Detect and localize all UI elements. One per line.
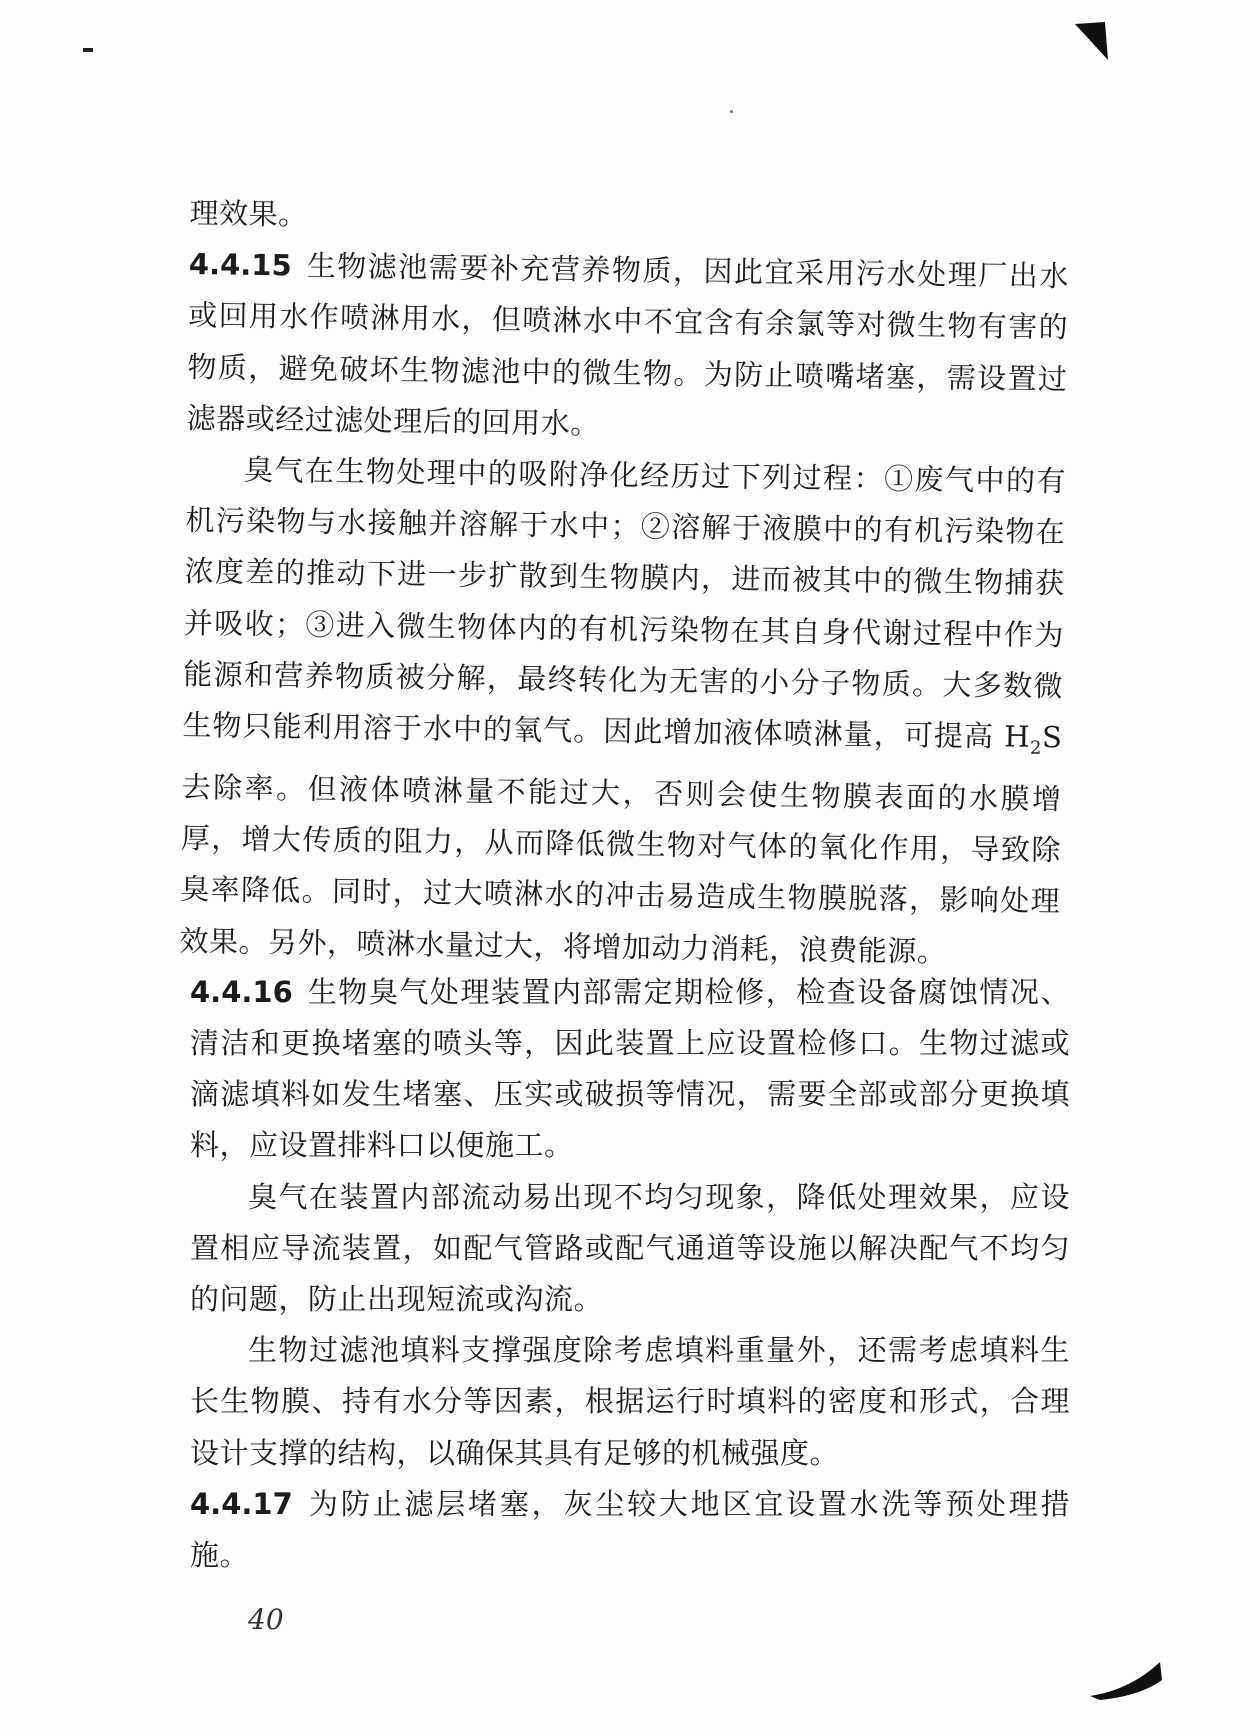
body-text — [179, 188, 1070, 1581]
clause-number: 4.4.17 — [190, 1486, 293, 1521]
clause-4-4-15 — [186, 239, 1069, 456]
page-number: 40 — [248, 1603, 284, 1636]
paragraph-continuation: 理效果。 — [189, 195, 308, 232]
clause-4-4-15-paragraph-2: 臭气在生物处理中的吸附净化经历过下列过程：①废气中的有机污染物与水接触并溶解于水中；②溶解于液膜中的有机污染物在浓度差的推动下进一步扩散到生物膜内，进而被其中的微生物捕获并吸收；③进入微生物体内的有机污染物在其自身代谢过程中作为能源和营养物质被分解，最终转化为无害的小分子物质。大多数微生物只能利用溶于水中的氧气。因此增加液体喷淋量，可提高 $H_2S$ 去除率。但液体喷淋量不能过大，否则会使生物膜表面的水膜增厚，增大传质的阻力，从而降低微生物对气体的氧化作用，导致除臭率降低。同时，过大喷淋水的冲击易造成生物膜脱落，影响处理效果。另外，喷淋水量过大，将增加动力消耗，浪费能源。 — [179, 452, 1067, 969]
scan-mark-top-left — [83, 48, 93, 52]
page-corner-shadow-bottom-right — [1090, 1650, 1170, 1700]
clause-4-4-16-paragraph-3: 生物过滤池填料支撑强度除考虑填料重量外，还需考虑填料生长生物膜、持有水分等因素，根据运行时填料的密度和形式，合理设计支撑的结构，以确保其具有足够的机械强度。 — [190, 1333, 1070, 1470]
clause-4-4-17 — [190, 1479, 1070, 1581]
clause-number: 4.4.15 — [188, 247, 292, 283]
clause-number: 4.4.16 — [190, 974, 293, 1009]
scan-speck — [730, 110, 733, 113]
clause-text: 生物滤池需要补充营养物质，因此宜采用污水处理厂出水或回用水作喷淋用水，但喷淋水中不宜含有余氯等对微生物有害的物质，避免破坏生物滤池中的微生物。为防止喷嘴堵塞，需设置过滤器或经过滤处理后的回用水。 — [186, 248, 1070, 441]
clause-text: 为防止滤层堵塞，灰尘较大地区宜设置水洗等预处理措施。 — [190, 1486, 1070, 1573]
page-corner-shadow-top-right — [1075, 20, 1135, 70]
clause-4-4-16-paragraph-2: 臭气在装置内部流动易出现不均匀现象，降低处理效果，应设置相应导流装置，如配气管路或配气通道等设施以解决配气不均匀的问题，防止出现短流或沟流。 — [190, 1179, 1070, 1317]
upper-section — [179, 188, 1070, 979]
clause-4-4-16 — [190, 967, 1070, 1172]
clause-text: 生物臭气处理装置内部需定期检修，检查设备腐蚀情况、清洁和更换堵塞的喷头等，因此装置上应设置检修口。生物过滤或滴滤填料如发生堵塞、压实或破损等情况，需要全部或部分更换填料，应设置排料口以便施工。 — [190, 974, 1070, 1163]
